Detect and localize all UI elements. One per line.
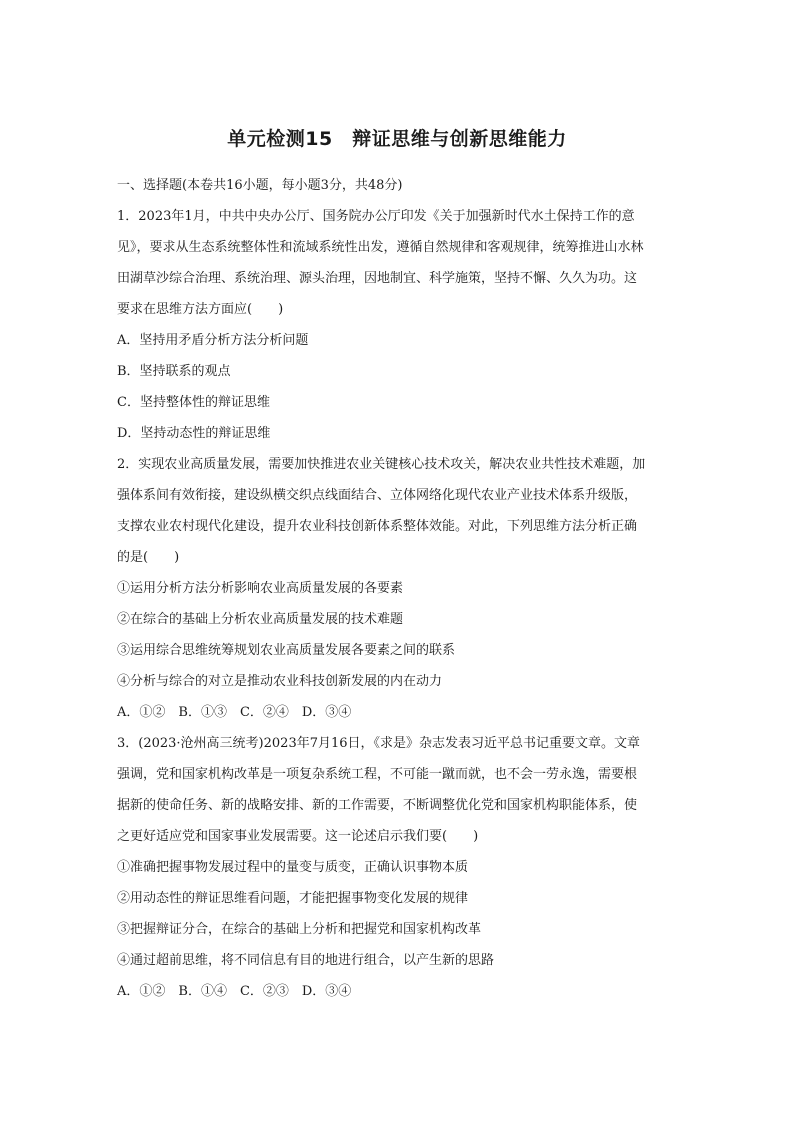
answer-choices: A．①② B．①③ C．②④ D．③④	[117, 705, 352, 720]
statement-4: ④分析与综合的对立是推动农业科技创新发展的内在动力	[117, 674, 443, 689]
page-title: 单元检测15 辩证思维与创新思维能力	[227, 128, 567, 150]
question-stem-line: 据新的使命任务、新的战略安排、新的工作需要，不断调整优化党和国家机构职能体系，使	[117, 798, 638, 813]
question-2-stem	[117, 455, 682, 568]
statement-4: ④通过超前思维，将不同信息有目的地进行组合，以产生新的思路	[117, 953, 495, 968]
question-stem-line: 强调，党和国家机构改革是一项复杂系统工程，不可能一蹴而就，也不会一劳永逸，需要根	[117, 767, 638, 782]
question-stem-line: 要求在思维方法方面应( )	[117, 302, 284, 317]
statement-2: ②在综合的基础上分析农业高质量发展的技术难题	[117, 612, 404, 627]
question-2	[117, 455, 682, 723]
statement-3: ③把握辩证分合，在综合的基础上分析和把握党和国家机构改革	[117, 922, 482, 937]
section-heading: 一、选择题(本卷共16小题，每小题3分，共48分)	[117, 178, 403, 193]
question-stem-line: 2．实现农业高质量发展，需要加快推进农业关键核心技术攻关，解决农业共性技术难题，加	[117, 457, 646, 472]
question-3	[117, 734, 682, 1002]
question-stem-line: 的是( )	[117, 550, 180, 565]
question-stem-line: 见》，要求从生态系统整体性和流域系统性出发，遵循自然规律和客观规律，统筹推进山水林	[117, 240, 644, 255]
question-stem-line: 田湖草沙综合治理、系统治理、源头治理，因地制宜、科学施策，坚持不懈、久久为功。这	[117, 271, 638, 286]
answer-choices: A．①② B．①④ C．②③ D．③④	[117, 984, 352, 999]
question-stem-line: 1．2023年1月，中共中央办公厅、国务院办公厅印发《关于加强新时代水土保持工作的意	[117, 209, 635, 224]
option-c: C．坚持整体性的辩证思维	[117, 395, 270, 410]
option-a: A．坚持用矛盾分析方法分析问题	[117, 333, 309, 348]
statement-1: ①准确把握事物发展过程中的量变与质变，正确认识事物本质	[117, 860, 469, 875]
question-1	[117, 207, 682, 444]
question-1-stem	[117, 207, 682, 320]
option-d: D．坚持动态性的辩证思维	[117, 426, 271, 441]
question-stem-line: 支撑农业农村现代化建设，提升农业科技创新体系整体效能。对此，下列思维方法分析正确	[117, 519, 638, 534]
question-stem-line: 之更好适应党和国家事业发展需要。这一论述启示我们要( )	[117, 829, 479, 844]
question-stem-line: 强体系间有效衔接，建设纵横交织点线面结合、立体网络化现代农业产业技术体系升级版，	[117, 488, 638, 503]
statement-3: ③运用综合思维统筹规划农业高质量发展各要素之间的联系	[117, 643, 456, 658]
statement-2: ②用动态性的辩证思维看问题，才能把握事物变化发展的规律	[117, 891, 469, 906]
option-b: B．坚持联系的观点	[117, 364, 231, 379]
question-3-stem	[117, 734, 682, 847]
statement-1: ①运用分析方法分析影响农业高质量发展的各要素	[117, 581, 404, 596]
question-stem-line: 3．(2023·沧州高三统考)2023年7月16日，《求是》杂志发表习近平总书记重要文章。文章	[117, 736, 641, 751]
exam-content	[117, 176, 682, 1013]
